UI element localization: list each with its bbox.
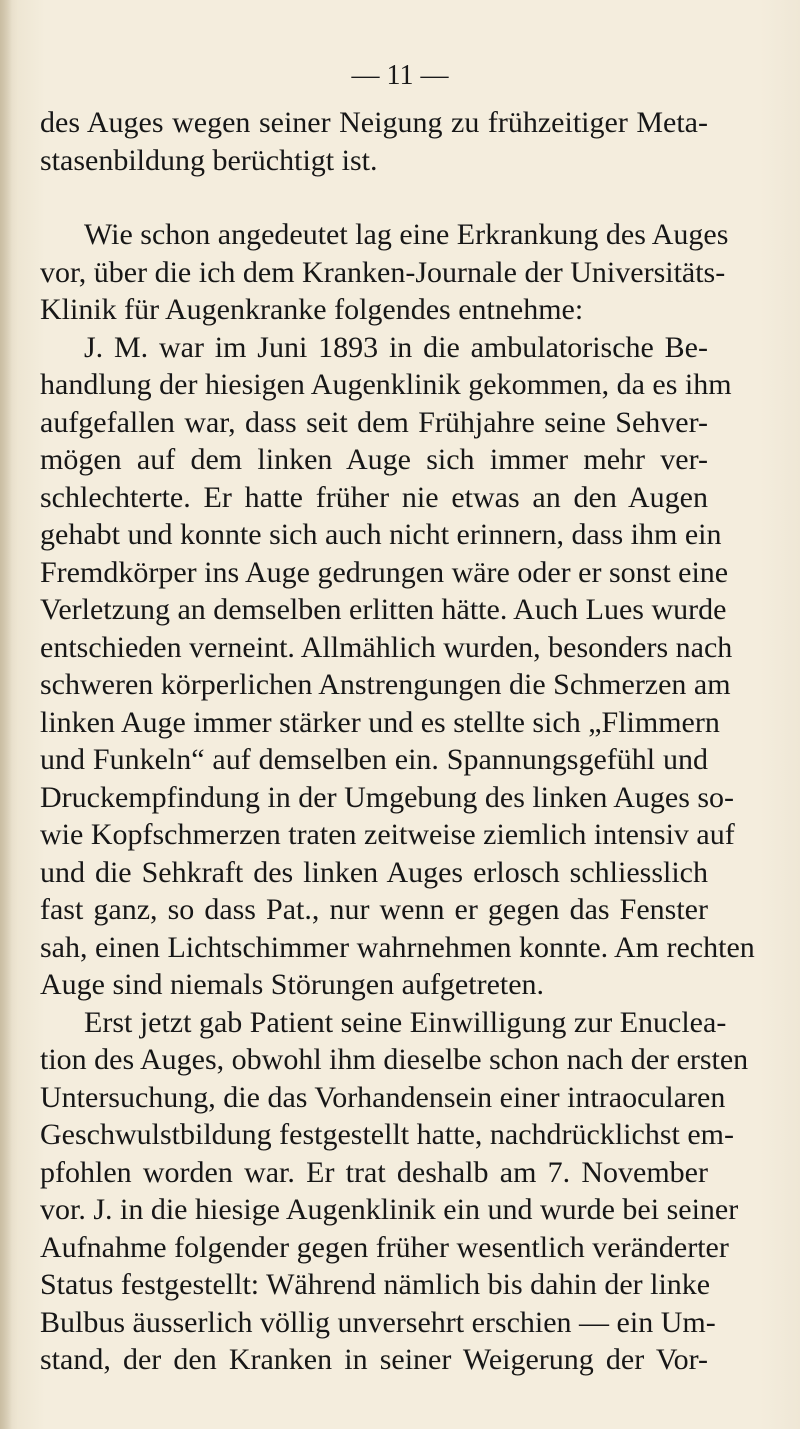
text-line: J. M. war im Juni 1893 in die ambulatorische Be- bbox=[84, 330, 708, 364]
text-line: Bulbus äusserlich völlig unversehrt erschien — ein Um- bbox=[40, 1305, 716, 1339]
text-line: pfohlen worden war. Er trat deshalb am 7. November bbox=[40, 1155, 708, 1189]
text-line: Geschwulstbildung festgestellt hatte, nachdrücklichst em- bbox=[40, 1118, 734, 1151]
page-number: — 11 — bbox=[351, 60, 449, 91]
text-line: Status festgestellt: Während nämlich bis dahin der linke bbox=[40, 1268, 711, 1301]
text-line: vor. J. in die hiesige Augenklinik ein und wurde bei seiner bbox=[40, 1193, 739, 1226]
text-line: handlung der hiesigen Augenklinik gekommen, da es ihm bbox=[40, 368, 732, 401]
text-line: schweren körperlichen Anstrengungen die Schmerzen am bbox=[40, 668, 731, 701]
text-line: Verletzung an demselben erlitten hätte. Auch Lues wurde bbox=[40, 593, 727, 626]
text-line: wie Kopfschmerzen traten zeitweise ziemlich intensiv auf bbox=[40, 818, 735, 851]
text-line: schlechterte. Er hatte früher nie etwas an den Augen bbox=[40, 480, 708, 514]
body-text bbox=[40, 104, 755, 1379]
text-line: Fremdkörper ins Auge gedrungen wäre oder er sonst eine bbox=[40, 555, 729, 589]
text-line: Untersuchung, die das Vorhandensein einer intraocularen bbox=[40, 1080, 726, 1114]
text-line: Aufnahme folgender gegen früher wesentlich veränderter bbox=[40, 1230, 729, 1264]
text-line: gehabt und konnte sich auch nicht erinnern, dass ihm ein bbox=[40, 518, 722, 551]
text-line: aufgefallen war, dass seit dem Frühjahre seine Sehver- bbox=[40, 405, 708, 439]
text-line: Druckempfindung in der Umgebung des linken Auges so- bbox=[40, 780, 735, 814]
text-line: und die Sehkraft des linken Auges erlosch schliesslich bbox=[40, 855, 708, 889]
page-edge-shadow bbox=[0, 0, 12, 1429]
text-line: fast ganz, so dass Pat., nur wenn er gegen das Fenster bbox=[40, 893, 708, 926]
text-line: Erst jetzt gab Patient seine Einwilligung zur Enuclea- bbox=[84, 1005, 727, 1039]
text-line: und Funkeln“ auf demselben ein. Spannungsgefühl und bbox=[40, 743, 708, 776]
text-line: des Auges wegen seiner Neigung zu frühzeitiger Meta- bbox=[40, 106, 708, 139]
text-line: tion des Auges, obwohl ihm dieselbe schon nach der ersten bbox=[40, 1043, 749, 1076]
text-line: mögen auf dem linken Auge sich immer mehr ver- bbox=[40, 443, 708, 476]
text-line: linken Auge immer stärker und es stellte sich „Flimmern bbox=[40, 705, 720, 739]
text-line: Wie schon angedeutet lag eine Erkrankung des Auges bbox=[84, 218, 729, 251]
text-line: vor, über die ich dem Kranken-Journale der Universitäts- bbox=[40, 255, 726, 289]
text-line: entschieden verneint. Allmählich wurden, besonders nach bbox=[40, 630, 733, 664]
text-line: stand, der den Kranken in seiner Weigerung der Vor- bbox=[40, 1343, 708, 1376]
text-line: sah, einen Lichtschimmer wahrnehmen konnte. Am rechten bbox=[40, 930, 755, 964]
text-line: stasenbildung berüchtigt ist. bbox=[40, 143, 378, 177]
text-line: Klinik für Augenkranke folgendes entnehme: bbox=[40, 293, 584, 326]
text-line: Auge sind niemals Störungen aufgetreten. bbox=[40, 968, 545, 1001]
